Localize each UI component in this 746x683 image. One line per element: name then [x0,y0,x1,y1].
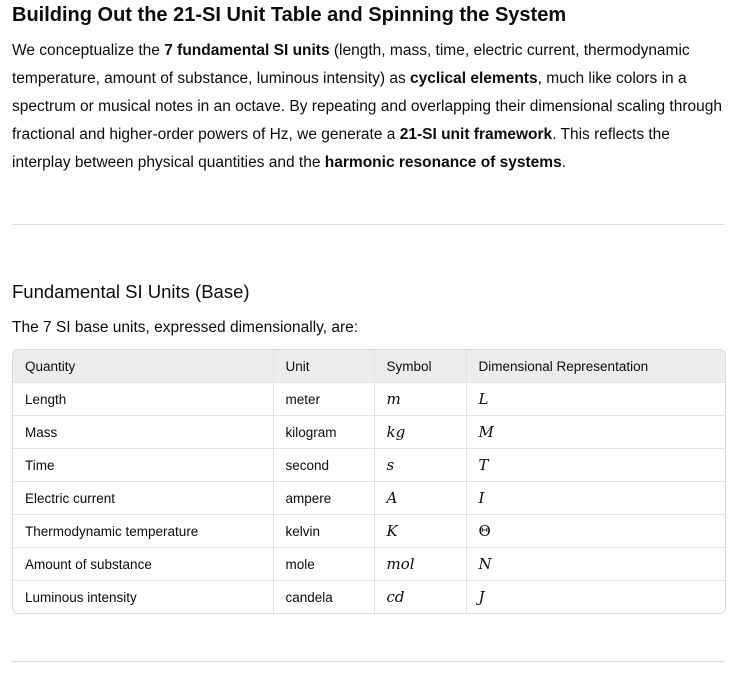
para-text-2: (length, mass, time, electric current, thermodynamic temperature, amount of substance, luminous intensity) as [12,42,690,87]
cell-quantity: Mass [13,416,273,449]
cell-symbol: s [374,449,466,482]
table-row [13,548,725,581]
cell-symbol: m [374,383,466,416]
si-units-table [12,349,726,614]
cell-unit: meter [273,383,374,416]
cell-dimension: Θ [466,515,725,548]
header-symbol: Symbol [374,350,466,383]
cell-unit: mole [273,548,374,581]
cell-quantity: Length [13,383,273,416]
para-bold-4: harmonic resonance of systems [324,154,562,171]
cell-dimension: I [466,482,725,515]
cell-unit: kilogram [273,416,374,449]
table-row [13,581,725,614]
cell-symbol: cd [374,581,466,614]
table-row [13,416,725,449]
para-bold-2: cyclical elements [410,70,538,87]
cell-unit: kelvin [273,515,374,548]
para-bold-3: 21-SI unit framework [399,126,553,143]
cell-quantity: Luminous intensity [13,581,273,614]
header-dimension: Dimensional Representation [466,350,725,383]
cell-symbol: mol [374,548,466,581]
table-row [13,449,725,482]
para-text-1: We conceptualize the [12,42,165,59]
cell-symbol: A [374,482,466,515]
table-row [13,383,725,416]
para-text-3: , much like colors in a spectrum or musical notes in an octave. By repeating and overlapping their dimensional scaling through fractional and higher-order powers of Hz, we generate a [12,70,722,143]
section-title: Fundamental SI Units (Base) [12,281,250,302]
cell-unit: ampere [273,482,374,515]
para-text-5: . [561,154,567,171]
intro-paragraph [12,37,728,177]
cell-unit: second [273,449,374,482]
cell-dimension: N [466,548,725,581]
cell-quantity: Thermodynamic temperature [13,515,273,548]
cell-symbol: K [374,515,466,548]
divider [12,224,725,225]
cell-quantity: Amount of substance [13,548,273,581]
table-row [13,482,725,515]
header-unit: Unit [273,350,374,383]
cell-quantity: Electric current [13,482,273,515]
cell-quantity: Time [13,449,273,482]
cell-dimension: M [466,416,725,449]
para-text-4: . This reflects the interplay between physical quantities and the [12,126,670,171]
table-header-row [13,350,725,383]
table-row [13,515,725,548]
section-intro: The 7 SI base units, expressed dimensionally, are: [12,319,359,336]
page-title: Building Out the 21-SI Unit Table and Spinning the System [12,4,567,26]
para-bold-1: 7 fundamental SI units [164,42,330,59]
cell-symbol: kg [374,416,466,449]
cell-dimension: T [466,449,725,482]
header-quantity: Quantity [13,350,273,383]
cell-dimension: J [478,588,485,606]
cell-dimension: L [466,383,725,416]
cell-unit: candela [273,581,374,614]
divider [12,661,725,662]
